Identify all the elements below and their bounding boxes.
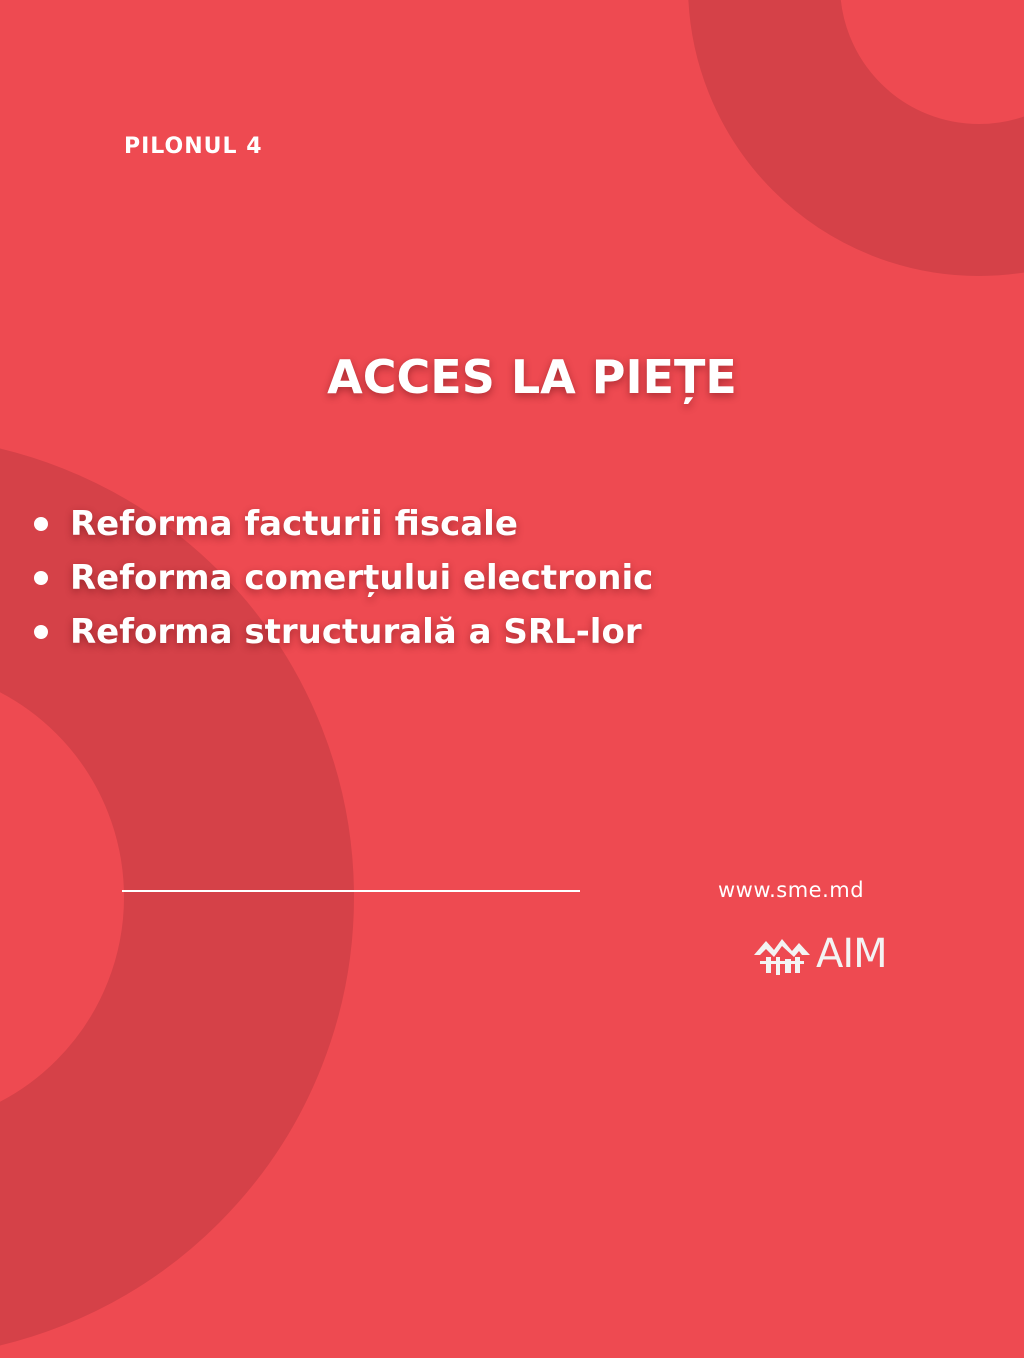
bullet-icon bbox=[34, 625, 48, 639]
pillar-label: PILONUL 4 bbox=[124, 134, 263, 159]
decorative-ring-top-right bbox=[688, 0, 1024, 276]
list-item bbox=[70, 497, 653, 551]
reform-item-label: Reforma structurală a SRL-lor bbox=[70, 612, 642, 652]
list-item bbox=[70, 605, 653, 659]
reform-item-label: Reforma facturii fiscale bbox=[70, 504, 518, 544]
bullet-icon bbox=[34, 517, 48, 531]
reform-item-label: Reforma comerțului electronic bbox=[70, 558, 654, 598]
footer-divider bbox=[122, 890, 580, 892]
list-item bbox=[70, 551, 653, 605]
logo-text: AIM bbox=[816, 931, 887, 977]
bullet-icon bbox=[34, 571, 48, 585]
reform-list bbox=[70, 497, 653, 659]
website-link[interactable]: www.sme.md bbox=[718, 878, 865, 902]
page-title: ACCES LA PIEȚE bbox=[327, 350, 737, 404]
aim-logo-icon bbox=[752, 933, 812, 975]
